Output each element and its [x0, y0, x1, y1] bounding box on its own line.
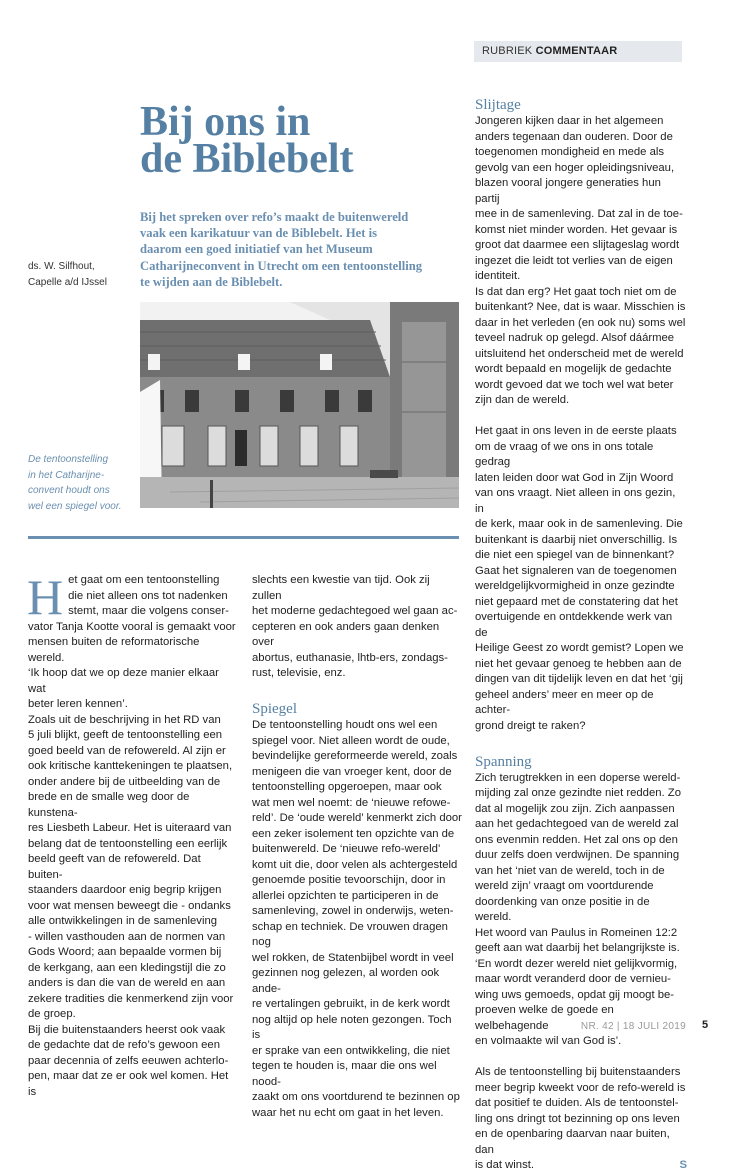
museum-courtyard-image: [140, 302, 459, 508]
paragraph-text: Als de tentoonstelling bij buitenstaanders meer begrip kweekt voor de refo-wereld is dat positief te duiden. Als de tentoonstel- ling ons dringt tot bezinning op ons leven en de openbaring daarvan naar buiten, dan is dat winst.: [475, 1066, 686, 1171]
section-divider: [28, 536, 459, 539]
paragraph: [475, 1065, 687, 1174]
paragraph: Zoals uit de beschrijving in het RD van 5 juli blijkt, geeft de tentoonstelling een goed beeld van de refowereld. Al zijn er ook kritische kanttekeningen te plaatsen, onder andere bij de uitbeelding van de brede en de smalle weg door de kunstena- res Liesbeth Labeur. Het is uiteraard van belang dat de tentoonstelling een eerlijk beeld geeft van de refowereld. Dat buiten- staanders daardoor enig begrip krijgen voor wat mensen beweegt die - ondanks alle ontwikkelingen in de samenleving - willen vasthouden aan de normen van Gods Woord; aan bepaalde vormen bij de kerkgang, aan een kledingstijl die zo anders is dan die van de wereld en aan zekere tradities die kenmerkend zijn voor de groep.: [28, 713, 234, 1020]
body-column-1: [27, 569, 238, 1100]
rubric-name: COMMENTAAR: [535, 45, 618, 57]
photo-caption: De tentoonstelling in het Catharijne- convent houdt ons wel een spiegel voor.: [28, 454, 122, 512]
subheading-spiegel: Spiegel: [252, 701, 297, 717]
body-column-2: [252, 573, 462, 1121]
author-byline: ds. W. Silfhout, Capelle a/d IJssel: [28, 261, 107, 288]
paragraph: slechts een kwestie van tijd. Ook zij zullen het moderne gedachtegoed wel gaan ac- cepteren en ook anders gaan denken over abortus, euthanasie, lhtb-ers, zondags- rust, televisie, enz.: [252, 574, 458, 679]
paragraph: et gaat om een tentoonstelling die niet alleen ons tot nadenken stemt, maar die volgens conser- vator Tanja Kootte vooral is gemaakt voor mensen buiten de reformatorische wereld. ‘Ik hoop dat we op deze manier elkaar wat beter leren kennen’.: [28, 574, 236, 710]
paragraph: Bij die buitenstaanders heerst ook vaak de gedachte dat de refo’s gewoon een paar decennia of zelfs eeuwen achterlo- pen, maar dat ze er ook wel komen. Het is: [28, 1023, 229, 1098]
body-column-3: [475, 93, 687, 1174]
paragraph: Het gaat in ons leven in de eerste plaats om de vraag of we ons in ons totale gedrag laten leiden door wat God in Zijn Woord van ons vraagt. Niet alleen in ons gezin, in de kerk, maar ook in de samenleving. Die buitenkant is daarbij niet onverschillig. Is die niet een spiegel van de binnenkant? Gaat het signaleren van de toegenomen wereldgelijkvormigheid in onze gezindte niet gepaard met de constatering dat het overtuigende en ontdekkende werk van de Heilige Geest zo wordt gemist? Lopen we niet het gevaar genoeg te hebben aan de dingen van dit tijdelijk leven en dat het ‘gij geheel anders’ meer en meer op de achter- grond dreigt te raken?: [475, 425, 684, 732]
rubric-label: [474, 41, 682, 62]
subheading-spanning: Spanning: [475, 753, 532, 770]
paragraph: Jongeren kijken daar in het algemeen anders tegenaan dan ouderen. Door de toegenomen mondigheid en mede als gevolg van een hoger opleidingsniveau, blazen vooral jongere generaties hun partij mee in de samenleving. Dat zal in de toe- komst niet minder worden. Het gevaar is groot dat daarmee een slijtageslag wordt ingezet die leidt tot verlies van de eigen identiteit.: [475, 115, 683, 282]
paragraph: Zich terugtrekken in een doperse wereld- mijding zal onze gezindte niet redden. Zo dat al mogelijk zou zijn. Zich aanpassen aan het gedachtegoed van de wereld zal ons evenmin redden. Het zal ons op den duur zelfs doen verdwijnen. De spanning van het ‘niet van de wereld, toch in de wereld zijn’ vraagt om voortdurende doordenking van onze positie in de wereld. Het woord van Paulus in Romeinen 12:2 geeft aan wat daarbij het belangrijkste is. ‘En wordt dezer wereld niet gelijkvormig, maar wordt veranderd door de vernieu- wing uws gemoeds, opdat gij moogt be- proeven welke de goede en welbehagende en volmaakte wil van God is’.: [475, 771, 681, 1047]
article-photo: [140, 302, 459, 508]
subheading-slijtage: Slijtage: [475, 97, 521, 113]
rubric-prefix: RUBRIEK: [482, 45, 533, 57]
end-mark-icon: S: [679, 1159, 687, 1171]
page-number: 5: [702, 1019, 709, 1031]
paragraph: Is dat dan erg? Het gaat toch niet om de buitenkant? Nee, dat is waar. Misschien is daar in het verleden (en ook nu) soms wel teveel nadruk op gelegd. Alsof dáármee uitsluitend het onderscheid met de wereld wordt bepaald en mogelijk de gedachte wordt gevoed dat we toch wel wat beter zijn dan de wereld.: [475, 285, 686, 406]
article-lead: Bij het spreken over refo’s maakt de buitenwereld vaak een karikatuur van de Biblebelt. Het is daarom een goed initiatief van het Museum Catharijneconvent in Utrecht om een tentoonstelling te wijden aan de Biblebelt.: [140, 210, 423, 289]
issue-date: NR. 42 | 18 JULI 2019: [580, 1021, 686, 1032]
paragraph: De tentoonstelling houdt ons wel een spiegel voor. Niet alleen wordt de oude, bevindelijke gereformeerde wereld, zoals menigeen die van vroeger kent, door de tentoonstelling opgeroepen, maar ook wat men wel noemt: de ‘nieuwe refowe- reld’. De ‘oude wereld’ kenmerkt zich door een zeker isolement ten opzichte van de buitenwereld. De ‘nieuwe refo-wereld’ komt uit die, door velen als achtergesteld genoemde positie tevoorschijn, door in allerlei opzichten te participeren in de samenleving, zowel in onderwijs, weten- schap en techniek. De vrouwen dragen nog wel rokken, de Statenbijbel wordt in veel gezinnen nog gelezen, al worden ook ande- re vertalingen gebruikt, in de kerk wordt nog altijd op hele noten gezongen. Toch is er sprake van een ontwikkeling, die niet tegen te houden is, maar die ons wel nood- zaakt om ons voortdurend te bezinnen op waar het nu echt om gaat in het leven.: [252, 719, 462, 1119]
article-title: Bij ons in de Biblebelt: [140, 99, 354, 182]
drop-cap: H: [27, 569, 64, 625]
